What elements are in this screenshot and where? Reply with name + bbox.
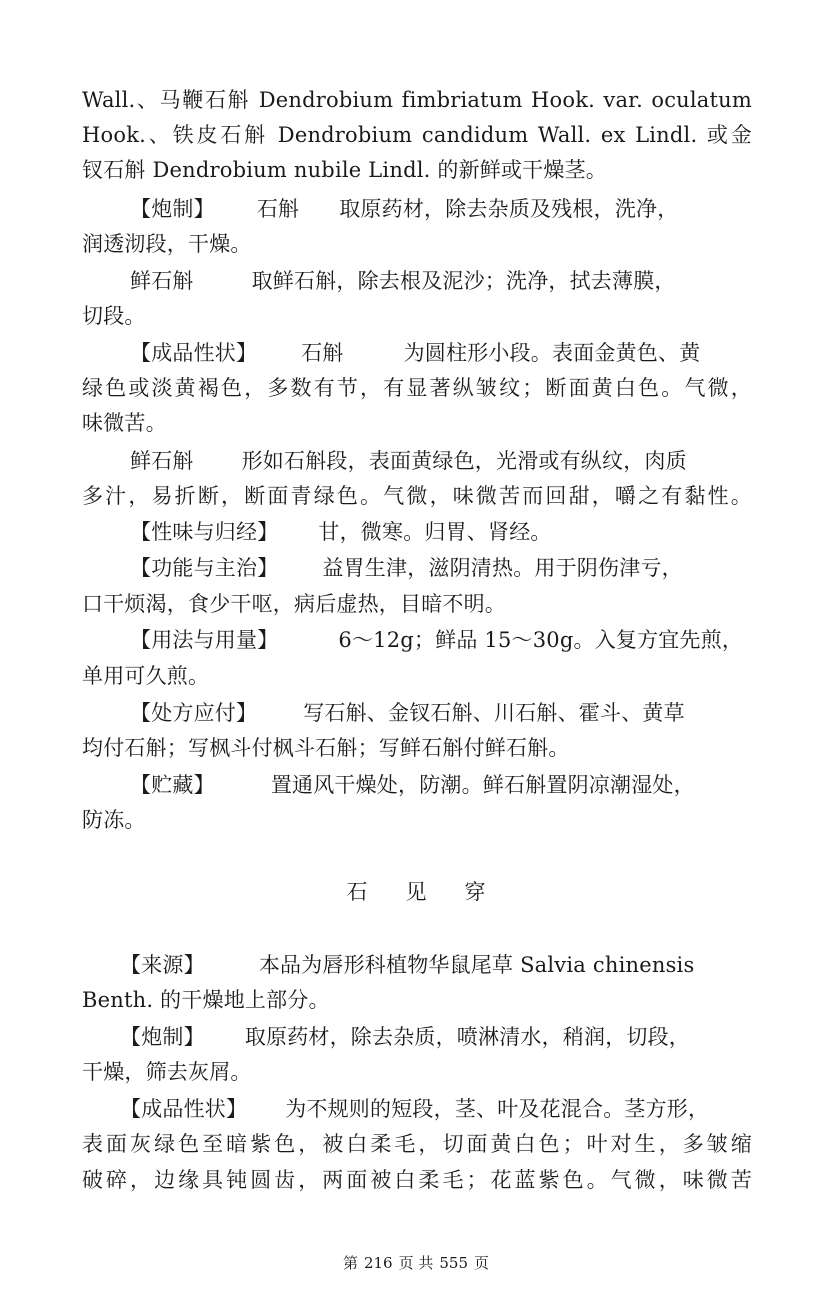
- section-label: 【炮制】: [120, 1025, 205, 1049]
- text-line: 绿色或淡黄褐色，多数有节，有显著纵皱纹；断面黄白色。气微，: [82, 376, 752, 400]
- xingzhuang2-line: [120, 1091, 752, 1127]
- term: 鲜石斛: [130, 449, 194, 473]
- paozhi-line: [130, 191, 752, 227]
- body-text: 置通风干燥处，防潮。鲜石斛置阴凉潮湿处，: [270, 773, 695, 797]
- term: 石斛: [256, 197, 300, 221]
- page-footer: [0, 1253, 832, 1273]
- body-text: 6～12g；鲜品 15～30g。入复方宜先煎，: [338, 628, 744, 652]
- text-line: 多汁，易折断，断面青绿色。气微，味微苦而回甜，嚼之有黏性。: [82, 484, 752, 508]
- text-line: 单用可久煎。: [82, 664, 210, 688]
- title-char: 穿: [464, 880, 486, 904]
- text-line: 表面灰绿色至暗紫色，被白柔毛，切面黄白色；叶对生，多皱缩: [82, 1132, 752, 1156]
- section-label: 【炮制】: [130, 197, 215, 221]
- xingwei-line: [130, 514, 752, 550]
- laiyuan-line: [120, 947, 752, 983]
- text-line: 均付石斛；写枫斗付枫斗石斛；写鲜石斛付鲜石斛。: [82, 736, 570, 760]
- title-char: 见: [405, 880, 427, 904]
- text-line: 干燥，筛去灰屑。: [82, 1060, 252, 1084]
- section-label: 【来源】: [120, 953, 205, 977]
- section-label: 【用法与用量】: [130, 628, 279, 652]
- text-line: 味微苦。: [82, 411, 167, 435]
- term: 石斛: [301, 341, 344, 365]
- text-line: 破碎，边缘具钝圆齿，两面被白柔毛；花蓝紫色。气微，味微苦: [82, 1168, 752, 1192]
- section-label: 【贮藏】: [130, 773, 215, 797]
- title-char: 石: [346, 880, 368, 904]
- text-line: 口干烦渴，食少干呕，病后虚热，目暗不明。: [82, 592, 506, 616]
- section-label: 【成品性状】: [130, 341, 258, 365]
- paozhi-line: [130, 263, 752, 299]
- xingzhuang-line: [130, 443, 752, 479]
- section-label: 【功能与主治】: [130, 556, 279, 580]
- zhucang-line: [130, 767, 752, 803]
- footer-text: 第: [342, 1254, 358, 1272]
- text-line: Hook.、铁皮石斛 Dendrobium candidum Wall. ex Lindl. 或金: [82, 123, 752, 147]
- body-text: 形如石斛段，表面黄绿色，光滑或有纵纹，肉质: [241, 449, 687, 473]
- section-label: 【处方应付】: [130, 701, 258, 725]
- text-line: 润透沏段，干燥。: [82, 232, 252, 256]
- page-total: 555: [439, 1254, 469, 1272]
- body-text: 本品为唇形科植物华鼠尾草 Salvia chinensis: [258, 953, 695, 977]
- section-label: 【性味与归经】: [130, 520, 279, 544]
- body-text: 甘，微寒。归胃、肾经。: [318, 520, 552, 544]
- text-line: 钗石斛 Dendrobium nubile Lindl. 的新鲜或干燥茎。: [82, 158, 607, 182]
- text-line: 防冻。: [82, 808, 146, 832]
- body-text: 为圆柱形小段。表面金黄色、黄: [403, 341, 701, 365]
- text-line: Benth. 的干燥地上部分。: [82, 988, 330, 1012]
- paozhi2-line: [120, 1019, 752, 1055]
- body-text: 取鲜石斛，除去根及泥沙；洗净，拭去薄膜，: [251, 269, 676, 293]
- page-number: 216: [363, 1254, 393, 1272]
- term: 鲜石斛: [130, 269, 194, 293]
- body-text: 益胃生津，滋阴清热。用于阴伤津亏，: [322, 556, 683, 580]
- text-line: 切段。: [82, 304, 146, 328]
- body-text: 为不规则的短段，茎、叶及花混合。茎方形，: [285, 1097, 710, 1121]
- xingzhuang-line: [130, 335, 752, 371]
- body-text: 写石斛、金钗石斛、川石斛、霍斗、黄草: [303, 701, 685, 725]
- section-title: [0, 874, 832, 910]
- section-label: 【成品性状】: [120, 1097, 248, 1121]
- yongfa-line: [130, 622, 752, 658]
- footer-text: 页: [474, 1254, 490, 1272]
- body-text: 取原药材，除去杂质，喷淋清水，稍润，切段，: [244, 1025, 691, 1049]
- body-text: 取原药材，除去杂质及残根，洗净，: [339, 197, 679, 221]
- text-line: Wall.、马鞭石斛 Dendrobium fimbriatum Hook. var. oculatum: [82, 88, 752, 112]
- footer-text: 页 共: [398, 1254, 434, 1272]
- chufang-line: [130, 695, 752, 731]
- gongneng-line: [130, 550, 752, 586]
